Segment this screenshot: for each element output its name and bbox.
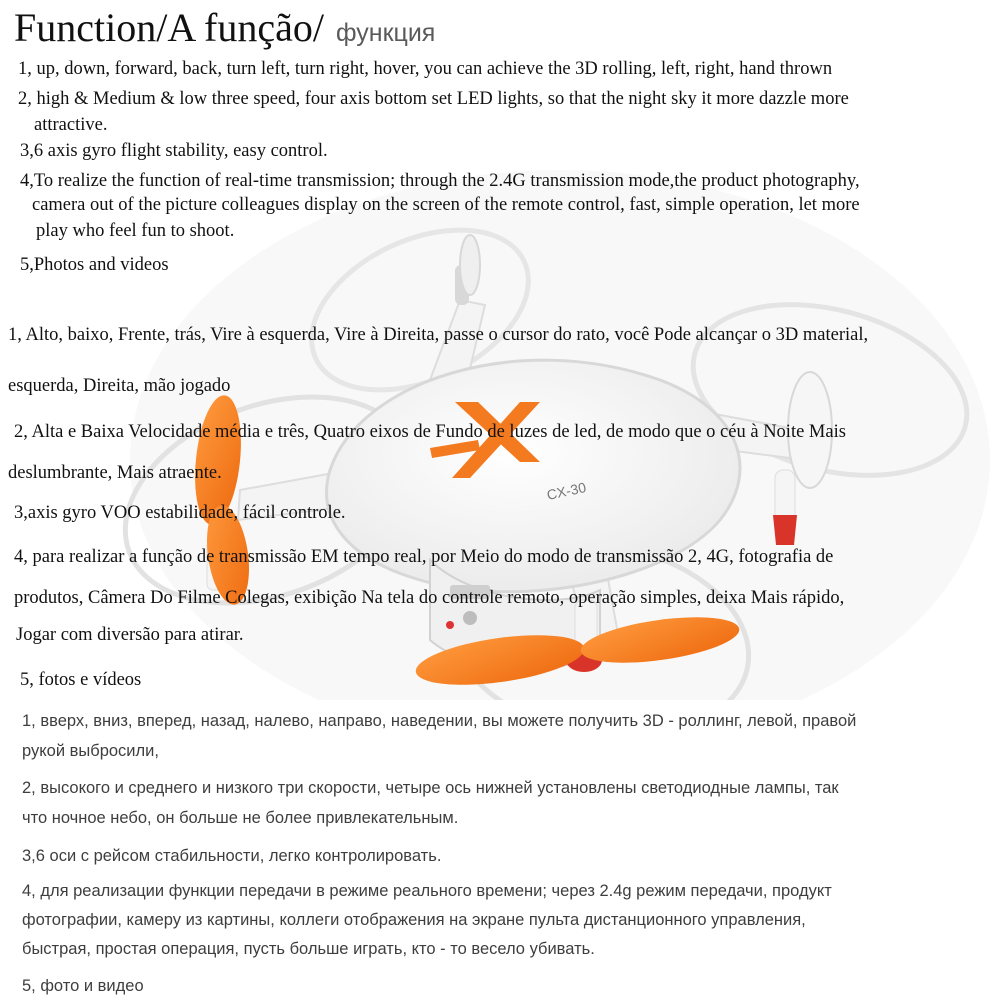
english-item: attractive.: [34, 115, 108, 135]
russian-item: 4, для реализации функции передачи в режиме реального времени; через 2.4g режим передачи, продукт: [22, 882, 832, 900]
english-item: 5,Photos and videos: [20, 255, 169, 275]
portuguese-item: 2, Alta e Baixa Velocidade média e três, Quatro eixos de Fundo de luzes de led, de modo que o céu à Noite Mais: [14, 422, 846, 442]
portuguese-item: 3,axis gyro VOO estabilidade, fácil controle.: [14, 503, 346, 523]
portuguese-item: Jogar com diversão para atirar.: [16, 625, 244, 645]
english-item: 4,To realize the function of real-time transmission; through the 2.4G transmission mode,the product photography,: [20, 171, 860, 191]
russian-item: 5, фото и видео: [22, 977, 144, 995]
russian-item: 2, высокого и среднего и низкого три скорости, четыре ось нижней установлены светодиодные лампы, так: [22, 779, 839, 797]
russian-item: что ночное небо, он больше не более привлекательным.: [22, 809, 459, 827]
portuguese-item: 5, fotos e vídeos: [20, 670, 142, 690]
russian-item: фотографии, камеру из картины, коллеги отображения на экране пульта дистанционного управления,: [22, 911, 806, 929]
english-item: 3,6 axis gyro flight stability, easy control.: [20, 141, 328, 161]
portuguese-item: deslumbrante, Mais atraente.: [8, 463, 222, 483]
portuguese-item: 1, Alto, baixo, Frente, trás, Vire à esquerda, Vire à Direita, passe o cursor do rato, você Pode alcançar o 3D material,: [8, 325, 869, 345]
portuguese-item: esquerda, Direita, mão jogado: [8, 376, 231, 396]
russian-item: 1, вверх, вниз, вперед, назад, налево, направо, наведении, вы можете получить 3D - роллинг, левой, правой: [22, 712, 857, 730]
english-item: play who feel fun to shoot.: [36, 221, 235, 241]
russian-item: 3,6 оси с рейсом стабильности, легко контролировать.: [22, 847, 442, 865]
page-title: [14, 4, 435, 51]
russian-item: рукой выбросили,: [22, 742, 159, 760]
portuguese-item: produtos, Câmera Do Filme Colegas, exibição Na tela do controle remoto, operação simples, deixa Mais rápido,: [14, 588, 845, 608]
portuguese-item: 4, para realizar a função de transmissão EM tempo real, por Meio do modo de transmissão 2, 4G, fotografia de: [14, 547, 834, 567]
english-item: 1, up, down, forward, back, turn left, turn right, hover, you can achieve the 3D rolling, left, right, hand thrown: [18, 59, 833, 79]
drone-model-label: CX-30: [545, 479, 588, 503]
title-russian: функция: [335, 19, 436, 47]
title-main: Function/A função/: [14, 5, 324, 50]
russian-item: быстрая, простая операция, пусть больше играть, кто - то весело убивать.: [22, 940, 595, 958]
english-item: camera out of the picture colleagues display on the screen of the remote control, fast, simple operation, let more: [32, 195, 860, 215]
english-item: 2, high & Medium & low three speed, four axis bottom set LED lights, so that the night sky it more dazzle more: [18, 89, 849, 109]
